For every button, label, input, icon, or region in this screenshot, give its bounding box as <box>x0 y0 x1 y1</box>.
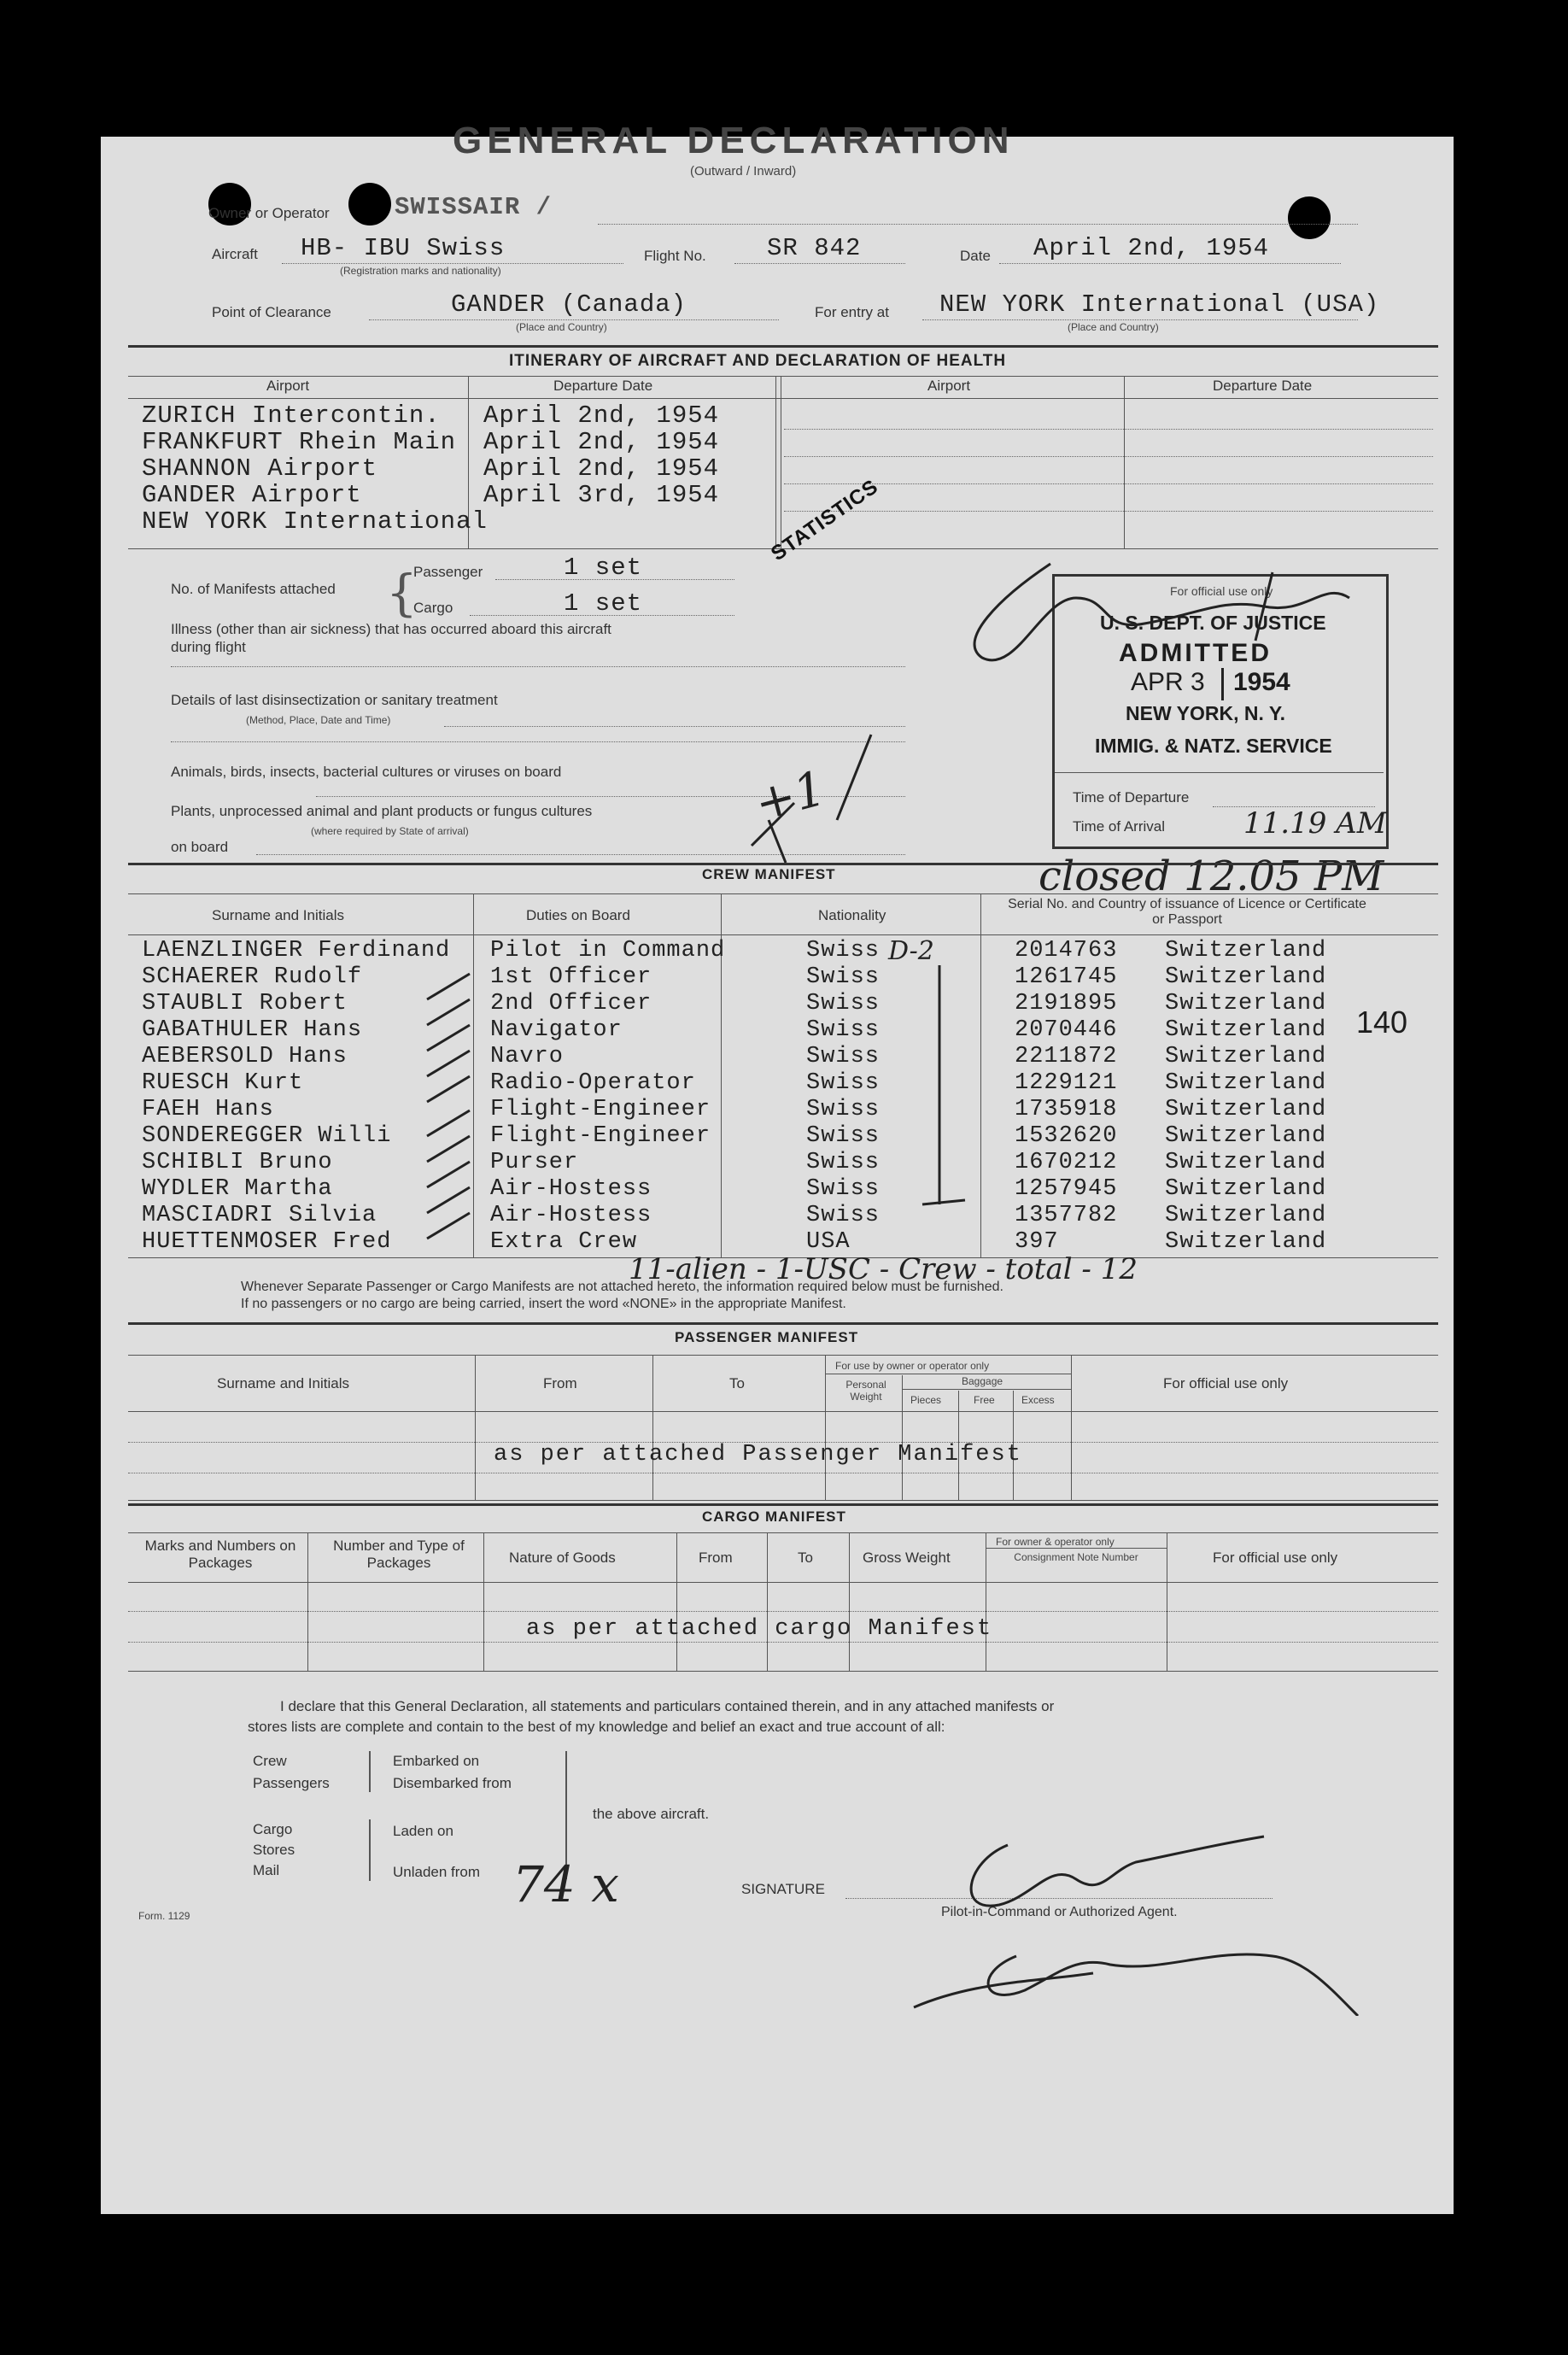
declaration-hand-number: 74 x <box>512 1855 619 1913</box>
passenger-value: 1 set <box>564 554 643 582</box>
declaration-unladen: Unladen from <box>393 1864 481 1880</box>
owner-label: Owner or Operator <box>208 205 330 221</box>
crew-name: FAEH Hans <box>142 1097 274 1122</box>
declaration-passengers: Passengers <box>253 1775 330 1791</box>
crew-duty: Extra Crew <box>490 1229 638 1255</box>
itinerary-col-departure: Departure Date <box>553 378 653 394</box>
declaration-above: the above aircraft. <box>593 1806 710 1822</box>
crew-country: Switzerland <box>1165 991 1327 1016</box>
crew-nat: Swiss <box>806 1070 881 1096</box>
itinerary-row-airport: GANDER Airport <box>142 481 362 509</box>
cargo-heading: CARGO MANIFEST <box>702 1508 846 1525</box>
itinerary-row-date: April 3rd, 1954 <box>483 481 720 509</box>
crew-name: SCHIBLI Bruno <box>142 1150 333 1175</box>
date-value: April 2nd, 1954 <box>1033 234 1270 262</box>
owner-value: SWISSAIR / <box>395 193 553 221</box>
crew-country: Switzerland <box>1165 1097 1327 1122</box>
clearance-note: (Place and Country) <box>516 321 607 333</box>
aircraft-note: (Registration marks and nationality) <box>340 265 501 277</box>
plants-label: Plants, unprocessed animal and plant products or fungus cultures <box>171 803 593 819</box>
crew-duty: Air-Hostess <box>490 1176 652 1202</box>
hand-stroke <box>734 718 905 871</box>
arrival-time-hand: 11.19 AM <box>1243 806 1387 841</box>
crew-country: Switzerland <box>1165 1229 1327 1255</box>
time-arrival-label: Time of Arrival <box>1073 818 1166 835</box>
crew-name: SCHAERER Rudolf <box>142 964 363 990</box>
crew-name: RUESCH Kurt <box>142 1070 304 1096</box>
crew-serial: 1229121 <box>1015 1070 1118 1096</box>
crew-nat: Swiss <box>806 1176 881 1202</box>
flight-value: SR 842 <box>767 234 862 262</box>
clearance-value: GANDER (Canada) <box>451 290 687 319</box>
official-use-label: For official use only <box>1170 584 1273 598</box>
crew-name: SONDEREGGER Willi <box>142 1123 392 1149</box>
stamp-line-1: U. S. DEPT. OF JUSTICE <box>1100 612 1326 634</box>
crew-col-duties: Duties on Board <box>526 907 630 923</box>
cargo-col-number: Number and Type of Packages <box>333 1538 465 1571</box>
entry-note: (Place and Country) <box>1068 321 1159 333</box>
entry-value: NEW YORK International (USA) <box>939 290 1380 319</box>
passenger-col-to: To <box>729 1375 745 1391</box>
crew-nat: Swiss <box>806 1203 881 1228</box>
crew-serial: 2070446 <box>1015 1017 1118 1043</box>
crew-serial: 2211872 <box>1015 1044 1118 1069</box>
passenger-entry: as per attached Passenger Manifest <box>494 1442 1022 1467</box>
hand-mark: +1 <box>748 760 832 833</box>
nationality-note: D-2 <box>888 936 934 966</box>
crew-country: Switzerland <box>1165 1123 1327 1149</box>
passenger-col-owner: For use by owner or operator only <box>835 1360 990 1372</box>
form-title: GENERAL DECLARATION <box>453 120 1015 161</box>
time-departure-label: Time of Departure <box>1073 789 1190 806</box>
stamp-line-4: NEW YORK, N. Y. <box>1126 702 1286 724</box>
signature-label: SIGNATURE <box>741 1881 825 1897</box>
cargo-col-consign: Consignment Note Number <box>1014 1551 1138 1563</box>
flight-label: Flight No. <box>644 248 706 264</box>
cargo-col-marks: Marks and Numbers on Packages <box>144 1538 296 1571</box>
aircraft-value: HB- IBU Swiss <box>301 234 506 262</box>
crew-col-nationality: Nationality <box>818 907 886 923</box>
cargo-entry: as per attached cargo Manifest <box>526 1616 993 1642</box>
crew-heading: CREW MANIFEST <box>702 866 836 882</box>
cargo-col-from: From <box>699 1549 733 1566</box>
date-label: Date <box>960 248 991 264</box>
crew-col-surname: Surname and Initials <box>212 907 344 923</box>
declaration-disembarked: Disembarked from <box>393 1775 512 1791</box>
itinerary-row-airport: SHANNON Airport <box>142 454 378 483</box>
cargo-col-gross: Gross Weight <box>863 1549 951 1566</box>
crew-note-2: If no passengers or no cargo are being carried, insert the word «NONE» in the appropriate Manifest. <box>241 1297 846 1311</box>
crew-country: Switzerland <box>1165 1150 1327 1175</box>
crew-serial: 2014763 <box>1015 938 1118 964</box>
crew-nat: Swiss <box>806 991 881 1016</box>
crew-duty: Flight-Engineer <box>490 1123 711 1149</box>
passenger-col-official: For official use only <box>1163 1375 1289 1391</box>
crew-serial: 2191895 <box>1015 991 1118 1016</box>
itinerary-col-departure-2: Departure Date <box>1213 378 1313 394</box>
crew-total-hand: 11-alien - 1-USC - Crew - total - 12 <box>629 1252 1138 1286</box>
punch-hole <box>348 183 391 226</box>
crew-nat: USA <box>806 1229 851 1255</box>
disinsect-label: Details of last disinsectization or sanitary treatment <box>171 692 498 708</box>
form-number: Form. 1129 <box>138 1910 190 1922</box>
plants-label-onboard: on board <box>171 839 229 855</box>
crew-duty: Radio-Operator <box>490 1070 696 1096</box>
crew-serial: 1261745 <box>1015 964 1118 990</box>
crew-country: Switzerland <box>1165 1070 1327 1096</box>
crew-name: AEBERSOLD Hans <box>142 1044 348 1069</box>
margin-number: 140 <box>1356 1005 1408 1040</box>
entry-label: For entry at <box>815 304 889 320</box>
crew-nat: Swiss <box>806 964 881 990</box>
crew-nat: Swiss <box>806 1150 881 1175</box>
passenger-col-surname: Surname and Initials <box>217 1375 349 1391</box>
itinerary-col-airport: Airport <box>266 378 310 394</box>
crew-name: WYDLER Martha <box>142 1176 333 1202</box>
crew-name: MASCIADRI Silvia <box>142 1203 377 1228</box>
crew-name: GABATHULER Hans <box>142 1017 363 1043</box>
passenger-col-pieces: Pieces <box>910 1394 942 1406</box>
cargo-col-nature: Nature of Goods <box>509 1549 616 1566</box>
crew-duty: Purser <box>490 1150 579 1175</box>
passenger-col-weight: Personal Weight <box>845 1379 886 1403</box>
crew-country: Switzerland <box>1165 1017 1327 1043</box>
crew-serial: 1670212 <box>1015 1150 1118 1175</box>
plants-note: (where required by State of arrival) <box>311 825 469 837</box>
itinerary-row-date: April 2nd, 1954 <box>483 454 720 483</box>
passenger-col-from: From <box>543 1375 577 1391</box>
cargo-col-to: To <box>798 1549 813 1566</box>
crew-serial: 397 <box>1015 1229 1059 1255</box>
crew-note-1: Whenever Separate Passenger or Cargo Manifests are not attached hereto, the information required below must be furnished. <box>241 1280 1003 1294</box>
crew-name: LAENZLINGER Ferdinand <box>142 938 451 964</box>
aircraft-label: Aircraft <box>212 246 258 262</box>
crew-duty: 2nd Officer <box>490 991 652 1016</box>
animals-label: Animals, birds, insects, bacterial cultures or viruses on board <box>171 764 562 780</box>
statistics-stamp: STATISTICS <box>767 474 883 566</box>
pilot-label: Pilot-in-Command or Authorized Agent. <box>941 1905 1178 1919</box>
crew-country: Switzerland <box>1165 1176 1327 1202</box>
closed-time-hand: closed 12.05 PM <box>1039 852 1384 900</box>
passenger-col-free: Free <box>974 1394 995 1406</box>
crew-serial: 1735918 <box>1015 1097 1118 1122</box>
crew-serial: 1357782 <box>1015 1203 1118 1228</box>
itinerary-row-airport: ZURICH Intercontin. <box>142 401 441 430</box>
declaration-embarked: Embarked on <box>393 1753 480 1769</box>
signature-scrawl <box>948 547 1392 683</box>
declaration-laden: Laden on <box>393 1823 453 1839</box>
illness-label: Illness (other than air sickness) that has occurred aboard this aircraft during flight <box>171 621 611 655</box>
passenger-col-excess: Excess <box>1021 1394 1055 1406</box>
disinsect-note: (Method, Place, Date and Time) <box>246 714 391 726</box>
crew-duty: Air-Hostess <box>490 1203 652 1228</box>
stamp-line-5: IMMIG. & NATZ. SERVICE <box>1095 735 1332 757</box>
punch-hole <box>1288 196 1331 239</box>
crew-duty: Navro <box>490 1044 565 1069</box>
itinerary-col-airport-2: Airport <box>927 378 971 394</box>
declaration-text-2: stores lists are complete and contain to the best of my knowledge and belief an exact and true account of all: <box>248 1719 945 1735</box>
crew-country: Switzerland <box>1165 938 1327 964</box>
crew-duty: Flight-Engineer <box>490 1097 711 1122</box>
crew-check-marks <box>376 931 991 1256</box>
cargo-value: 1 set <box>564 589 643 618</box>
crew-nat: Swiss <box>806 1123 881 1149</box>
declaration-cargo: Cargo <box>253 1821 293 1837</box>
declaration-crew: Crew <box>253 1753 287 1769</box>
stamp-date: APR 3 <box>1131 668 1205 696</box>
crew-name: STAUBLI Robert <box>142 991 348 1016</box>
crew-name: HUETTENMOSER Fred <box>142 1229 392 1255</box>
clearance-label: Point of Clearance <box>212 304 331 320</box>
stamp-year: 1954 <box>1233 668 1290 696</box>
crew-country: Switzerland <box>1165 1203 1327 1228</box>
cargo-col-official: For official use only <box>1213 1549 1338 1566</box>
passenger-label: Passenger <box>413 564 483 580</box>
declaration-mail: Mail <box>253 1862 280 1878</box>
itinerary-row-airport: FRANKFURT Rhein Main <box>142 428 457 456</box>
cargo-label: Cargo <box>413 600 453 616</box>
itinerary-row-date: April 2nd, 1954 <box>483 428 720 456</box>
stamp-line-2: ADMITTED <box>1119 639 1272 667</box>
crew-nat: Swiss <box>806 1017 881 1043</box>
cargo-col-owner: For owner & operator only <box>996 1536 1115 1548</box>
declaration-stores: Stores <box>253 1842 295 1858</box>
passenger-heading: PASSENGER MANIFEST <box>675 1329 859 1345</box>
crew-country: Switzerland <box>1165 964 1327 990</box>
itinerary-row-airport: NEW YORK International <box>142 507 488 536</box>
pilot-signature <box>905 1811 1384 2016</box>
crew-serial: 1257945 <box>1015 1176 1118 1202</box>
crew-nat: Swiss <box>806 1097 881 1122</box>
form-subtitle: (Outward / Inward) <box>690 164 797 179</box>
crew-nat: Swiss <box>806 938 881 964</box>
declaration-text-1: I declare that this General Declaration, all statements and particulars contained therein, and in any attached manifests or <box>280 1698 1055 1714</box>
itinerary-heading: ITINERARY OF AIRCRAFT AND DECLARATION OF HEALTH <box>509 352 1007 370</box>
crew-duty: Pilot in Command <box>490 938 726 964</box>
crew-duty: Navigator <box>490 1017 623 1043</box>
crew-serial: 1532620 <box>1015 1123 1118 1149</box>
crew-duty: 1st Officer <box>490 964 652 990</box>
passenger-col-baggage: Baggage <box>962 1375 1003 1387</box>
crew-col-serial: Serial No. and Country of issuance of Licence or Certificate or Passport <box>1008 897 1366 927</box>
crew-nat: Swiss <box>806 1044 881 1069</box>
itinerary-row-date: April 2nd, 1954 <box>483 401 720 430</box>
crew-country: Switzerland <box>1165 1044 1327 1069</box>
manifests-label: No. of Manifests attached <box>171 581 336 597</box>
